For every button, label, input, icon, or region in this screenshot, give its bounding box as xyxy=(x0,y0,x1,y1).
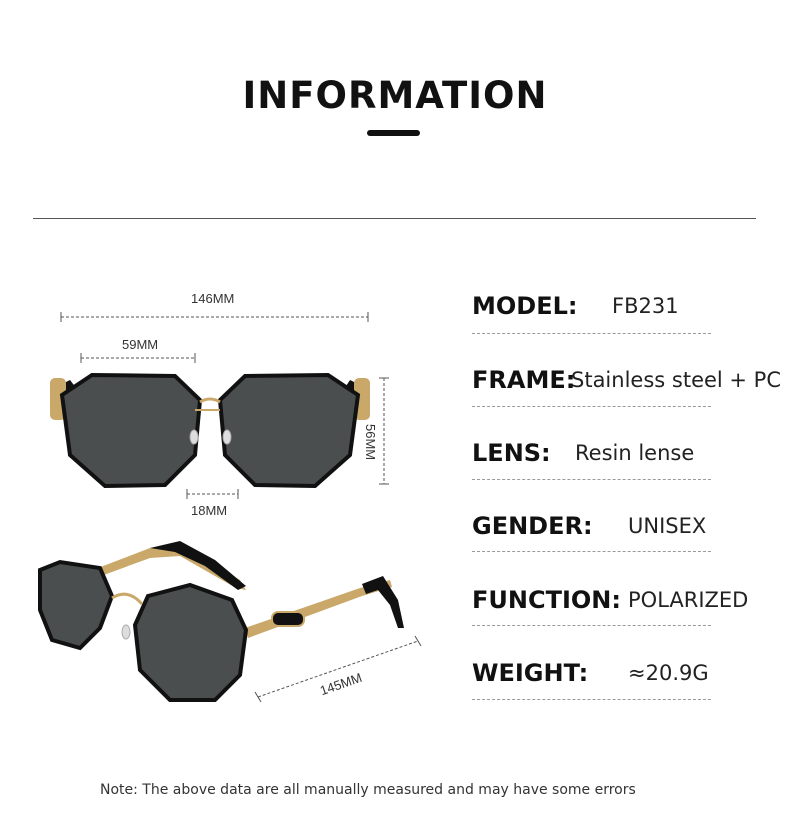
spec-divider xyxy=(472,479,711,480)
spec-label-function: FUNCTION: xyxy=(472,586,621,614)
spec-divider xyxy=(472,625,711,626)
spec-divider xyxy=(472,406,711,407)
spec-value-lens: Resin lense xyxy=(575,441,695,465)
spec-label-weight: WEIGHT: xyxy=(472,659,589,687)
hinge-chain xyxy=(272,612,304,626)
spec-value-weight: ≈20.9G xyxy=(628,661,709,685)
bridge-label: 18MM xyxy=(191,503,228,518)
spec-divider xyxy=(472,333,711,334)
temple-length-label: 145MM xyxy=(318,669,364,699)
spec-divider xyxy=(472,699,711,700)
spec-value-frame: Stainless steel + PC xyxy=(571,368,782,392)
spec-divider xyxy=(472,551,711,552)
spec-label-lens: LENS: xyxy=(472,439,551,467)
side-nose-pad xyxy=(122,625,130,639)
spec-label-model: MODEL: xyxy=(472,292,578,320)
spec-label-gender: GENDER: xyxy=(472,512,593,540)
lens-width-label: 59MM xyxy=(122,337,159,352)
page-title: INFORMATION xyxy=(242,74,548,117)
side-left-lens xyxy=(40,562,112,648)
total-width-label: 146MM xyxy=(191,291,235,306)
spec-value-gender: UNISEX xyxy=(628,514,707,538)
spec-value-model: FB231 xyxy=(612,294,679,318)
spec-label-frame: FRAME: xyxy=(472,366,576,394)
measurement-note: Note: The above data are all manually measured and may have some errors xyxy=(100,782,636,798)
side-right-lens xyxy=(135,585,246,700)
spec-value-function: POLARIZED xyxy=(628,588,749,612)
lens-height-label: 56MM xyxy=(363,424,378,461)
